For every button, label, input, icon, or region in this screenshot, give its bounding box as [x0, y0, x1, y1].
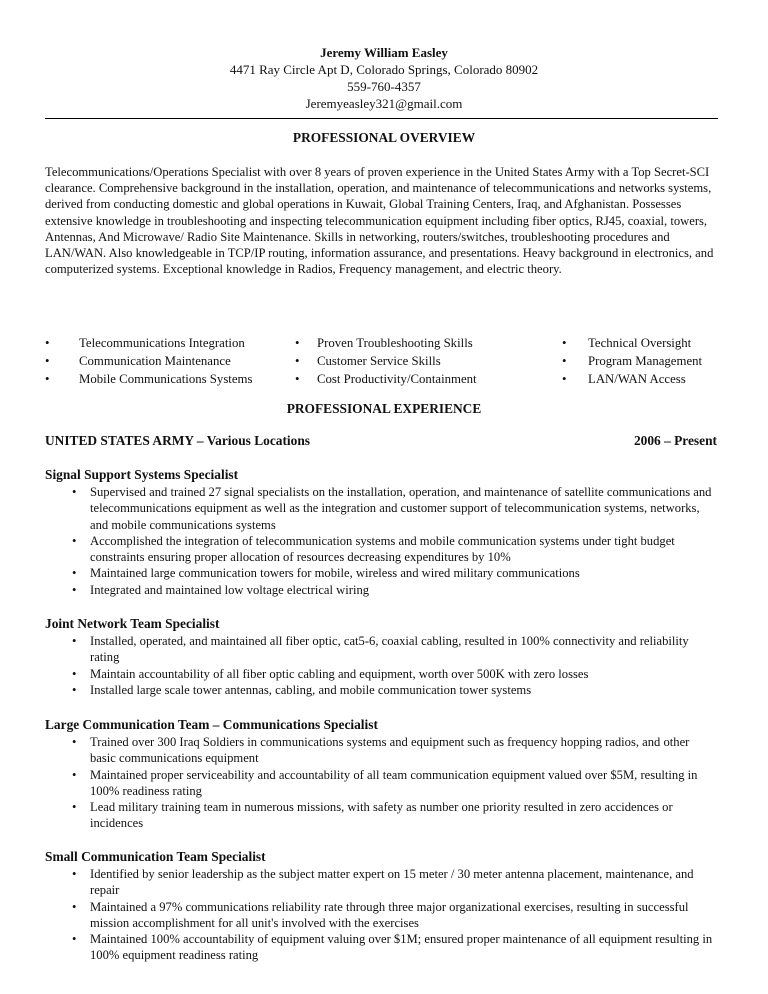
role-bullets	[45, 734, 717, 832]
experience-title: PROFESSIONAL EXPERIENCE	[286, 401, 482, 416]
list-item: • Trained over 300 Iraq Soldiers in communications systems and equipment such as frequency hopping radios, and other basic communications equipment	[72, 735, 690, 766]
role-block	[45, 848, 717, 964]
role-title: Signal Support Systems Specialist	[45, 467, 239, 482]
employer-name: UNITED STATES ARMY – Various Locations	[45, 433, 311, 448]
list-item: • Accomplished the integration of telecommunication systems and mobile communication systems under tight budget constraints ensuring proper allocation of resources decreasing expenditures by 10%	[72, 533, 675, 565]
bullet-icon: •	[295, 336, 300, 350]
skill-item: • Telecommunications Integration	[45, 336, 245, 350]
role-title: Large Communication Team – Communications Specialist	[45, 717, 378, 732]
role-title: Joint Network Team Specialist	[45, 616, 220, 631]
list-item: • Integrated and maintained low voltage electrical wiring	[72, 582, 370, 597]
skills-column-1	[45, 334, 275, 388]
skill-item: • Cost Productivity/Containment	[295, 372, 477, 386]
header-divider	[45, 118, 718, 119]
employment-dates: 2006 – Present	[633, 433, 717, 448]
applicant-name: Jeremy William Easley	[320, 45, 448, 60]
bullet-icon: •	[72, 932, 77, 947]
bullet-icon: •	[72, 666, 77, 681]
phone: 559-760-4357	[347, 79, 421, 94]
list-item: • Maintained large communication towers for mobile, wireless and wired military communications	[72, 566, 580, 581]
skills-column-3	[562, 334, 732, 388]
role-bullets	[45, 484, 717, 598]
bullet-icon: •	[45, 372, 50, 386]
skill-item: • Communication Maintenance	[45, 354, 231, 368]
role-bullets	[45, 633, 717, 698]
bullet-icon: •	[72, 566, 77, 581]
list-item: • Maintained proper serviceability and accountability of all team communication equipment valued over $5M, resulting in 100% readiness rating	[72, 767, 698, 798]
bullet-icon: •	[72, 682, 77, 697]
list-item: • Supervised and trained 27 signal specialists on the installation, operation, and maintenance of satellite communications and telecommunications equipment as well as the integration and customer support of telecommunication systems, networks, and mobile communications systems	[72, 485, 712, 532]
list-item: • Maintained a 97% communications reliability rate through three major organizational exercises, resulting in successful mission accomplishment for all unit's involved with the exercises	[72, 899, 689, 930]
bullet-icon: •	[295, 372, 300, 386]
bullet-icon: •	[72, 767, 77, 782]
skill-item: • Program Management	[562, 354, 703, 368]
bullet-icon: •	[295, 354, 300, 368]
bullet-icon: •	[45, 354, 50, 368]
bullet-icon: •	[72, 533, 77, 548]
skill-item: • Proven Troubleshooting Skills	[295, 336, 473, 350]
overview-title: PROFESSIONAL OVERVIEW	[292, 130, 476, 145]
overview-text: Telecommunications/Operations Specialist with over 8 years of proven experience in the United States Army with a Top Secret-SCI clearance. Comprehensive background in the installation, operation, and maintenance of telecommunications and networks systems, derived from conducting domestic and global operations in Kuwait, Global Training Centers, Iraq, and Afghanistan. Possesses extensive knowledge in troubleshooting and inspecting telecommunication equipment including fiber optics, RJ45, coaxial, towers, Antennas, And Microwave/ Radio Site Maintenance. Skills in networking, routers/switches, troubleshooting procedures and LAN/WAN. Also knowledgeable in TCP/IP routing, information assurance, and presentations. Heavy background in electronics, and computerized systems. Exceptional knowledge in Radios, Frequency management, and electric theory.	[45, 165, 714, 277]
skill-item: • Customer Service Skills	[295, 354, 441, 368]
skill-item: • Technical Oversight	[562, 336, 692, 350]
employer-line	[45, 433, 717, 449]
bullet-icon: •	[562, 372, 567, 386]
list-item: • Lead military training team in numerous missions, with safety as number one priority resulted in zero accidences or incidences	[72, 800, 673, 831]
role-block	[45, 716, 717, 832]
bullet-icon: •	[562, 354, 567, 368]
role-block	[45, 466, 717, 598]
list-item: • Maintained 100% accountability of equipment valuing over $1M; ensured proper maintenance of all equipment resulting in 100% equipment readiness rating	[72, 932, 713, 963]
role-block	[45, 615, 717, 698]
bullet-icon: •	[72, 735, 77, 749]
bullet-icon: •	[72, 485, 77, 499]
bullet-icon: •	[72, 634, 77, 648]
bullet-icon: •	[72, 867, 77, 881]
skill-item: • Mobile Communications Systems	[45, 372, 253, 386]
contact-header	[0, 44, 768, 112]
bullet-icon: •	[72, 582, 77, 597]
bullet-icon: •	[45, 336, 50, 350]
skill-item: • LAN/WAN Access	[562, 372, 686, 386]
list-item: • Maintain accountability of all fiber optic cabling and equipment, worth over 500K with zero losses	[72, 666, 589, 681]
bullet-icon: •	[72, 899, 77, 914]
role-title: Small Communication Team Specialist	[45, 849, 266, 864]
list-item: • Installed large scale tower antennas, cabling, and mobile communication tower systems	[72, 682, 532, 697]
skills-column-2	[295, 334, 535, 388]
list-item: • Identified by senior leadership as the subject matter expert on 15 meter / 30 meter antenna placement, maintenance, and repair	[72, 867, 694, 898]
bullet-icon: •	[562, 336, 567, 350]
role-bullets	[45, 866, 717, 964]
email: Jeremyeasley321@gmail.com	[305, 96, 463, 111]
bullet-icon: •	[72, 800, 77, 815]
address: 4471 Ray Circle Apt D, Colorado Springs, Colorado 80902	[229, 62, 539, 77]
list-item: • Installed, operated, and maintained all fiber optic, cat5-6, coaxial cabling, resulted in 100% connectivity and reliability rating	[72, 634, 689, 665]
